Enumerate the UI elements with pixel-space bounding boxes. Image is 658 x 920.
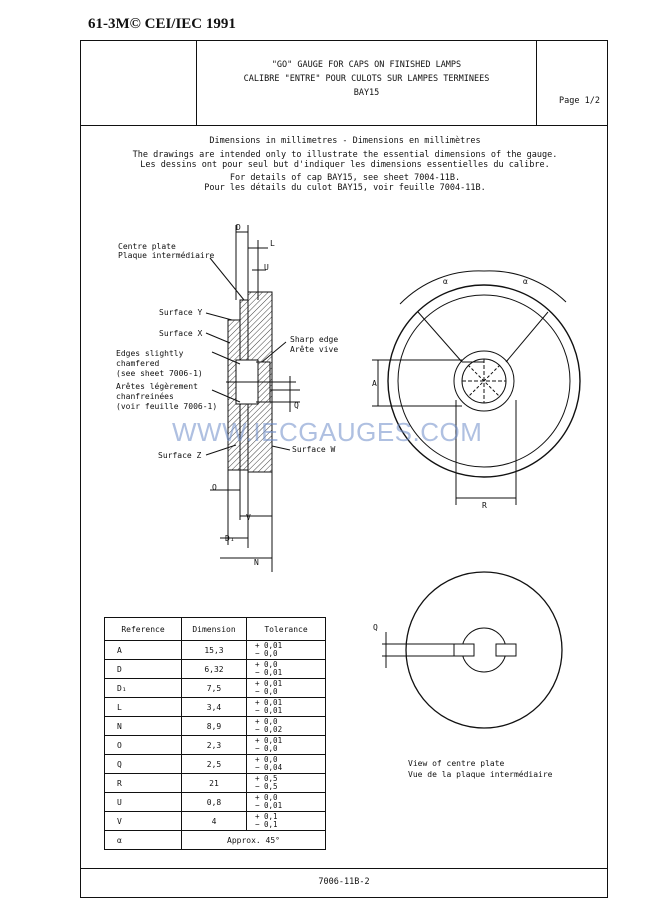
dim-cell: 7,5 (182, 679, 247, 698)
approx-cell: Approx. 45° (182, 831, 326, 850)
title-line-en: "GO" GAUGE FOR CAPS ON FINISHED LAMPS (271, 60, 462, 70)
ref-cell: α (105, 831, 182, 850)
plate-dim-q: Q (373, 623, 378, 632)
header-tolerance: Tolerance (247, 618, 326, 641)
label-edges-3: (see sheet 7006-1) (116, 369, 203, 378)
table-row (105, 812, 326, 831)
tol-cell (247, 698, 326, 717)
table-row (105, 679, 326, 698)
ref-cell: V (105, 812, 182, 831)
tol-minus: − 0,1 (255, 820, 278, 829)
alpha-left: α (443, 277, 448, 286)
label-surface-z: Surface Z (158, 451, 202, 460)
ref-cell: Q (105, 755, 182, 774)
dim-cell: 21 (182, 774, 247, 793)
dim-n: N (254, 558, 259, 567)
watermark: WWW.IECGAUGES.COM (172, 417, 483, 447)
plate-caption-en: View of centre plate (408, 759, 505, 768)
tol-minus: − 0,0 (255, 649, 278, 658)
dim-cell: 4 (182, 812, 247, 831)
label-surface-x: Surface X (159, 329, 203, 338)
plate-view (382, 572, 562, 728)
label-surface-y: Surface Y (159, 308, 203, 317)
dim-cell: 2,3 (182, 736, 247, 755)
tol-cell (247, 641, 326, 660)
ref-cell: N (105, 717, 182, 736)
ref-cell: O (105, 736, 182, 755)
cap-ref-fr: Pour les détails du culot BAY15, voir feuille 7004-11B. (204, 183, 486, 193)
tol-plus: + 0,0 (255, 754, 278, 764)
dim-cell: 2,5 (182, 755, 247, 774)
table-header-row (105, 618, 326, 641)
dim-l: L (270, 239, 275, 248)
tol-minus: − 0,5 (255, 782, 278, 791)
label-sharp-edge-fr: Arête vive (290, 345, 339, 354)
dim-cell: 0,8 (182, 793, 247, 812)
ref-cell: D (105, 660, 182, 679)
tol-minus: − 0,01 (255, 801, 283, 810)
standard-reference: 61-3M© CEI/IEC 1991 (88, 16, 236, 32)
table-row (105, 717, 326, 736)
front-view (372, 271, 580, 505)
ref-cell: A (105, 641, 182, 660)
ref-cell: U (105, 793, 182, 812)
page-number: Page 1/2 (559, 96, 600, 106)
dim-cell: 6,32 (182, 660, 247, 679)
label-edges-1: Edges slightly (116, 349, 184, 358)
dim-q: Q (294, 401, 299, 410)
alpha-right: α (523, 277, 528, 286)
cap-ref-en: For details of cap BAY15, see sheet 7004-11B. (229, 173, 461, 183)
ref-cell: L (105, 698, 182, 717)
label-centre-plate-en: Centre plate (118, 242, 176, 251)
table-row (105, 736, 326, 755)
header-dimension: Dimension (182, 618, 247, 641)
tol-plus: + 0,01 (255, 735, 283, 745)
ref-cell: R (105, 774, 182, 793)
dim-cell: 8,9 (182, 717, 247, 736)
tol-cell (247, 793, 326, 812)
plate-caption-fr: Vue de la plaque intermédiaire (408, 770, 553, 779)
tol-minus: − 0,0 (255, 687, 278, 696)
plate-caption (408, 758, 553, 780)
header-reference: Reference (105, 618, 182, 641)
tol-cell (247, 812, 326, 831)
label-sharp-edge-en: Sharp edge (290, 335, 339, 344)
tol-cell (247, 717, 326, 736)
tol-cell (247, 774, 326, 793)
tol-minus: − 0,04 (255, 763, 283, 772)
label-edges-5: chanfreinées (116, 392, 174, 401)
table-row (105, 831, 326, 850)
dim-o: O (212, 483, 217, 492)
table-row (105, 660, 326, 679)
gauge-section (206, 225, 300, 572)
table-row (105, 698, 326, 717)
tol-minus: − 0,01 (255, 668, 283, 677)
dim-cell: 3,4 (182, 698, 247, 717)
section-labels (116, 223, 338, 567)
ref-cell: D₁ (105, 679, 182, 698)
table-row (105, 755, 326, 774)
tol-cell (247, 736, 326, 755)
label-edges-6: (voir feuille 7006-1) (116, 402, 218, 411)
tol-plus: + 0,01 (255, 640, 283, 650)
tol-plus: + 0,01 (255, 678, 283, 688)
tol-minus: − 0,02 (255, 725, 283, 734)
dimensions-table (104, 617, 326, 850)
title-line-cap: BAY15 (353, 88, 380, 98)
tol-cell (247, 660, 326, 679)
tol-plus: + 0,0 (255, 792, 278, 802)
tol-cell (247, 755, 326, 774)
sheet-number: 7006-11B-2 (318, 877, 370, 887)
units-note: Dimensions in millimetres - Dimensions en millimètres (209, 136, 481, 146)
dim-d: D (236, 223, 241, 232)
tol-plus: + 0,01 (255, 697, 283, 707)
dim-r: R (482, 501, 487, 510)
footer-divider (80, 868, 608, 869)
tol-plus: + 0,0 (255, 659, 278, 669)
label-surface-w: Surface W (292, 445, 336, 454)
dim-v: V (246, 513, 251, 522)
table-row (105, 793, 326, 812)
tol-cell (247, 679, 326, 698)
label-edges-4: Arêtes légèrement (116, 382, 198, 391)
table-row (105, 774, 326, 793)
label-edges-2: chamfered (116, 359, 160, 368)
tol-plus: + 0,1 (255, 811, 278, 821)
label-centre-plate-fr: Plaque intermédiaire (118, 251, 215, 260)
tol-plus: + 0,0 (255, 716, 278, 726)
tol-minus: − 0,0 (255, 744, 278, 753)
dim-cell: 15,3 (182, 641, 247, 660)
tol-minus: − 0,01 (255, 706, 283, 715)
table-row (105, 641, 326, 660)
note-en: The drawings are intended only to illustrate the essential dimensions of the gauge. (132, 150, 558, 160)
tol-plus: + 0,5 (255, 773, 278, 783)
dim-u: U (264, 263, 269, 272)
note-fr: Les dessins ont pour seul but d'indiquer les dimensions essentielles du calibre. (140, 160, 550, 170)
dim-d1: D₁ (225, 534, 235, 543)
dim-a: A (372, 379, 377, 388)
title-line-fr: CALIBRE "ENTRE" POUR CULOTS SUR LAMPES TERMINEES (243, 74, 490, 84)
